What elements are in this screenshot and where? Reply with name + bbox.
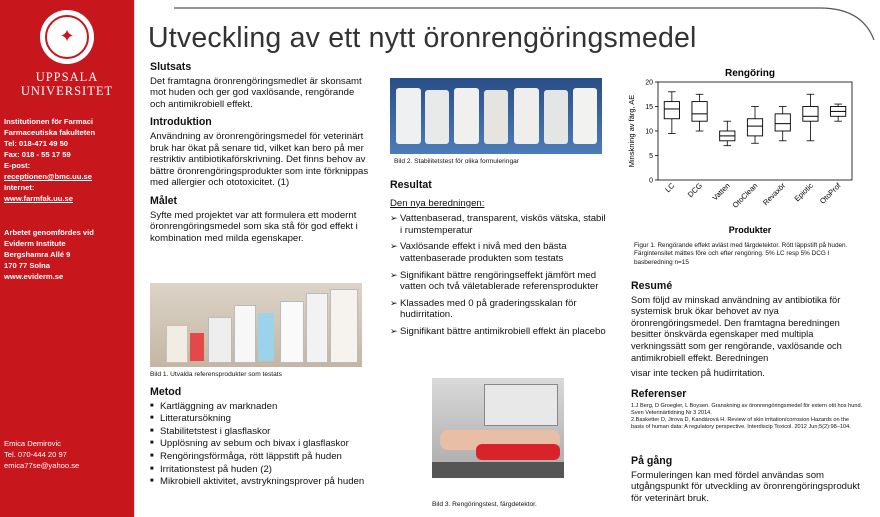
x-tick-label: DCG <box>685 181 704 200</box>
box-revaxör <box>775 114 790 131</box>
work-line: 170 77 Solna <box>4 261 51 270</box>
email-link[interactable]: receptionen@bmc.uu.se <box>4 172 93 181</box>
y-tick-label: 10 <box>645 128 653 136</box>
metod-heading: Metod <box>150 386 182 398</box>
resume-section <box>631 281 863 380</box>
bild3-caption: Bild 3. Rengöringstest, färgdetektor. <box>432 501 537 508</box>
sidebar <box>0 0 134 517</box>
intro-text: Användning av öronrengöringsmedel för veterinärt bruk har ökat på senare tid, vilket kan bero på mer restriktiv antibiotikaförskrivning. Det finns behov av bättre öronrengöringsprodukter som inte förknippas med allergier och ototoxicitet. (1) <box>150 130 369 189</box>
phone-number: Tel: 018-471 49 50 <box>4 139 69 148</box>
malet-text: Syfte med projektet var att formulera ett modernt öronrengöringsmedel som ska stå för god effekt i kombination med milda egenskaper. <box>150 209 358 244</box>
slutsats-text: Det framtagna öronrengöringsmedlet är skonsamt mot huden och ger god vaxlösande, rengörande och antimikrobiell effekt. <box>150 75 362 110</box>
references-section <box>631 389 863 431</box>
column-1 <box>150 62 372 244</box>
resultat-subheading: Den nya beredningen: <box>390 197 485 209</box>
institution-name: Institutionen för Farmaci <box>4 117 94 126</box>
x-tick-label: OtoClean <box>730 181 760 210</box>
reference-2: 2.Basketter D, Jirova D, Kandárová H. Review of skin irritation/corrosion Hazards on the basis of human data: A regulatory perspective. Interdiscip Toxicol. 2012 Jun;5(2):98–104. <box>631 416 851 430</box>
metod-section <box>150 387 376 489</box>
resume-text-end: visar inte tecken på hudirritation. <box>631 368 765 379</box>
faculty-name: Farmaceutiska fakulteten <box>4 128 96 137</box>
pagang-text: Formuleringen kan med fördel användas som utgångspunkt för utveckling av öronrengöringsprodukt för veterinärt bruk. <box>631 469 860 504</box>
reference-1: 1.J Berg, D Groegler, L Boysen. Granskning av öronrengöringsmedel för extern otit hos hund. Sven Veterinärtidning Nr 3 2014. <box>631 402 863 416</box>
list-item: ➢ Klassades med 0 på graderingsskalan för hudirritation. <box>390 298 608 321</box>
references-heading: Referenser <box>631 388 687 400</box>
list-item: ➢ Vattenbaserad, transparent, viskös vätska, stabil i rumstemperatur <box>390 213 608 236</box>
cleaning-boxplot <box>620 62 860 238</box>
cleaning-test-photo <box>432 378 564 478</box>
university-seal-logo: ✦ <box>40 10 94 64</box>
list-item: ■ Stabilitetstest i glasflaskor <box>150 426 376 438</box>
resultat-section <box>390 180 608 343</box>
work-line: www.eviderm.se <box>4 272 64 281</box>
resume-heading: Resumé <box>631 280 673 292</box>
list-item: ■ Rengöringsförmåga, rött läppstift på huden <box>150 451 376 463</box>
bild1-caption: Bild 1. Utvalda referensprodukter som testats <box>150 371 282 378</box>
list-item: ■ Irritationstest på huden (2) <box>150 464 376 476</box>
y-tick-label: 20 <box>645 79 653 87</box>
y-tick-label: 0 <box>649 177 653 185</box>
work-line: Bergshamra Allé 9 <box>4 250 71 259</box>
y-tick-label: 5 <box>649 153 653 160</box>
y-tick-label: 15 <box>645 104 653 111</box>
poster-title: Utveckling av ett nytt öronrengöringsmedel <box>148 22 697 54</box>
x-tick-label: Vatten <box>710 181 732 203</box>
box-lc <box>664 102 679 119</box>
list-item: ➢ Signifikant bättre rengöringseffekt jämfört med vatten och två väletablerade referensprodukter <box>390 270 608 293</box>
pagang-heading: På gång <box>631 455 673 467</box>
website-link[interactable]: www.farmfak.uu.se <box>4 194 73 203</box>
chart-title: Rengöring <box>725 68 775 79</box>
box-otoclean <box>747 119 762 136</box>
list-item: ➢ Vaxlösande effekt i nivå med den bästa vattenbaserade produkten som testats <box>390 241 608 264</box>
internet-label: Internet: <box>4 183 35 192</box>
university-name: UPPSALA UNIVERSITET <box>20 70 114 98</box>
chart-y-axis-label: Minskning av färg, AE <box>627 94 636 168</box>
poster-main <box>134 0 880 517</box>
malet-heading: Målet <box>150 194 178 207</box>
x-tick-label: Revaxör <box>761 181 788 208</box>
list-item: ■ Upplösning av sebum och bivax i glasflaskor <box>150 438 376 450</box>
intro-heading: Introduktion <box>150 116 212 129</box>
pagang-section <box>631 456 863 504</box>
figure1-caption: Figur 1. Rengörande effekt avläst med färgdetektor. Rött läppstift på huden. Färgintensitet mättes före och efter rengöring. 5% LC resp 5% DCG I basberedning n=15 <box>634 242 848 266</box>
metod-list <box>150 401 376 488</box>
work-line: Eviderm Institute <box>4 239 66 248</box>
work-location-block <box>4 227 94 282</box>
list-item: ■ Litteratursökning <box>150 413 376 425</box>
resume-text: Som följd av minskad användning av antibiotika för systemisk bruk ökar behovet av nya öronrengöringsmedel. Den framtagna beredningen besitter önskvärda egenskaper med multipla verkningssätt som ger rengörande, vaxlösande och antimikrobiell effekt. Beredningen <box>631 294 842 363</box>
reference-products-photo <box>150 283 362 367</box>
box-epiotic <box>803 107 818 122</box>
list-item: ■ Kartläggning av marknaden <box>150 401 376 413</box>
contact-block <box>4 116 95 204</box>
author-block <box>4 438 79 471</box>
email-label: E-post: <box>4 161 31 170</box>
stability-test-photo <box>390 78 602 154</box>
list-item: ➢ Signifikant bättre antimikrobiell effekt än placebo <box>390 326 608 338</box>
x-tick-label: OtoProf <box>817 181 843 206</box>
fax-number: Fax: 018 - 55 17 59 <box>4 150 71 159</box>
box-dcg <box>692 102 707 122</box>
resultat-heading: Resultat <box>390 179 432 191</box>
author-phone: Tel. 070-444 20 97 <box>4 450 67 459</box>
x-tick-label: Epiotic <box>792 181 815 204</box>
slutsats-heading: Slutsats <box>150 61 192 73</box>
author-email: emica77se@yahoo.se <box>4 461 80 470</box>
bild2-caption: Bild 2. Stabilitetstest för olika formuleringar <box>394 158 519 165</box>
x-tick-label: LC <box>663 181 677 195</box>
work-line: Arbetet genomfördes vid <box>4 228 94 237</box>
list-item: ■ Mikrobiell aktivitet, avstrykningsprover på huden <box>150 476 376 488</box>
resultat-list <box>390 213 608 337</box>
chart-x-axis-label: Produkter <box>728 225 772 235</box>
author-name: Emica Demirovic <box>4 439 61 448</box>
